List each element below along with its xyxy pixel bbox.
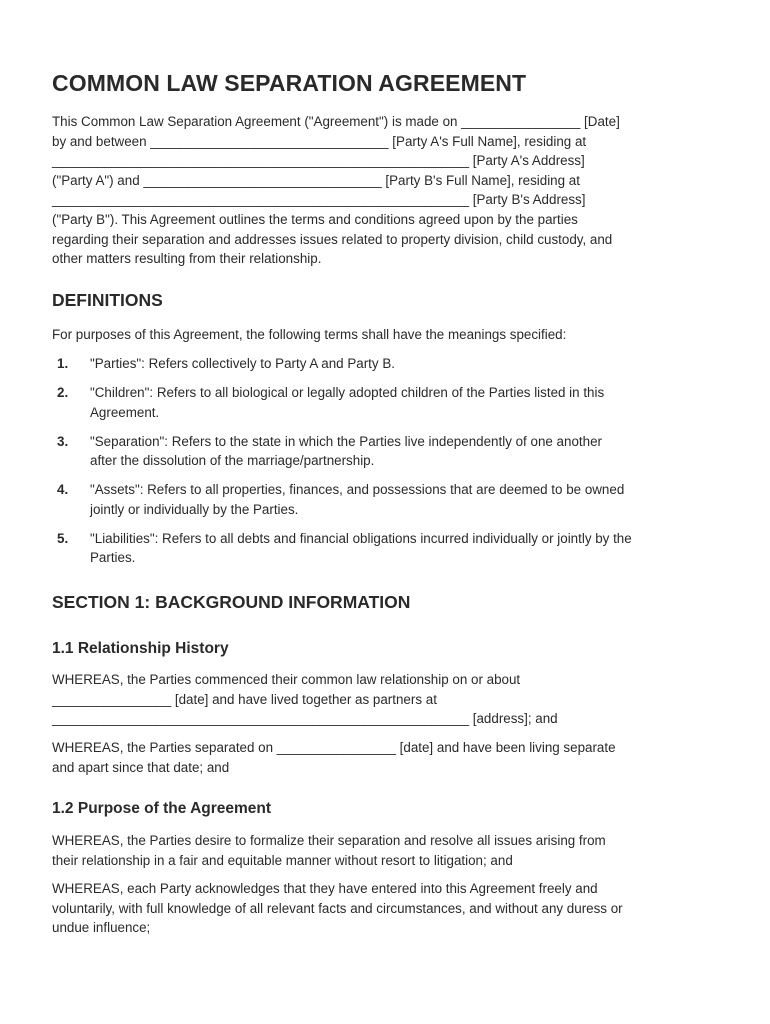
list-item-number: 5. — [57, 530, 69, 546]
definitions-lead-text: For purposes of this Agreement, the following terms shall have the meanings specified: — [52, 327, 567, 342]
list-item — [52, 480, 722, 519]
definitions-list — [52, 354, 722, 577]
paragraph-line: WHEREAS, the Parties desire to formalize their separation and resolve all issues arising from — [52, 833, 606, 848]
paragraph-line: WHEREAS, the Parties separated on ________________ [date] and have been living separate — [52, 740, 616, 755]
intro-line: ("Party B"). This Agreement outlines the terms and conditions agreed upon by the parties — [52, 211, 578, 227]
list-item-number: 4. — [57, 482, 69, 498]
definitions-heading: DEFINITIONS — [52, 290, 163, 310]
paragraph-line: WHEREAS, each Party acknowledges that they have entered into this Agreement freely and — [52, 881, 598, 896]
relationship-history-paragraph — [52, 670, 722, 729]
paragraph-line: WHEREAS, the Parties commenced their common law relationship on or about — [52, 672, 521, 687]
list-item-text: "Parties": Refers collectively to Party A and Party B. — [90, 356, 395, 371]
list-item-text: "Separation": Refers to the state in which the Parties live independently of one another — [90, 433, 602, 449]
paragraph-line: their relationship in a fair and equitable manner without resort to litigation; and — [52, 852, 513, 868]
intro-line: other matters resulting from their relationship. — [52, 251, 322, 267]
list-item-text: jointly or individually by the Parties. — [90, 501, 299, 517]
list-item-number: 3. — [57, 433, 69, 449]
paragraph-line: undue influence; — [52, 920, 151, 936]
intro-paragraph — [52, 112, 722, 269]
list-item-text: Agreement. — [90, 404, 160, 420]
intro-line: This Common Law Separation Agreement ("Agreement") is made on ________________ [Date] — [52, 114, 620, 129]
document-title: COMMON LAW SEPARATION AGREEMENT — [52, 70, 527, 96]
paragraph-line: ________________ [date] and have lived together as partners at — [52, 691, 437, 707]
subsection-1-1-heading: 1.1 Relationship History — [52, 640, 229, 657]
intro-line: ("Party A") and ________________________________ [Party B's Full Name], residing at — [52, 172, 580, 188]
list-item-text: "Liabilities": Refers to all debts and financial obligations incurred individually or jointly by the — [90, 530, 632, 546]
intro-line: ________________________________________________________ [Party A's Address] — [52, 153, 585, 169]
subsection-1-2-heading: 1.2 Purpose of the Agreement — [52, 800, 272, 817]
list-item-number: 1. — [57, 356, 69, 371]
intro-line: ________________________________________________________ [Party B's Address] — [52, 192, 586, 208]
paragraph-line: voluntarily, with full knowledge of all relevant facts and circumstances, and without any duress or — [52, 900, 623, 916]
intro-line: by and between ________________________________ [Party A's Full Name], residing at — [52, 133, 587, 149]
list-item-text: "Children": Refers to all biological or legally adopted children of the Parties listed in this — [90, 384, 605, 400]
list-item — [52, 432, 722, 471]
separation-date-paragraph — [52, 738, 722, 777]
paragraph-line: ________________________________________________________ [address]; and — [52, 711, 558, 727]
list-item-text: "Assets": Refers to all properties, finances, and possessions that are deemed to be owned — [90, 482, 625, 498]
intro-line: regarding their separation and addresses issues related to property division, child custody, and — [52, 231, 613, 247]
definitions-lead — [52, 325, 722, 345]
list-item — [52, 529, 722, 568]
list-item-text: Parties. — [90, 550, 136, 566]
list-item — [52, 354, 722, 374]
purpose-paragraph-2 — [52, 879, 722, 938]
list-item — [52, 383, 722, 422]
paragraph-line: and apart since that date; and — [52, 759, 230, 775]
purpose-paragraph-1 — [52, 831, 722, 870]
list-item-number: 2. — [57, 384, 69, 400]
list-item-text: after the dissolution of the marriage/partnership. — [90, 453, 375, 469]
section1-heading: SECTION 1: BACKGROUND INFORMATION — [52, 592, 411, 612]
